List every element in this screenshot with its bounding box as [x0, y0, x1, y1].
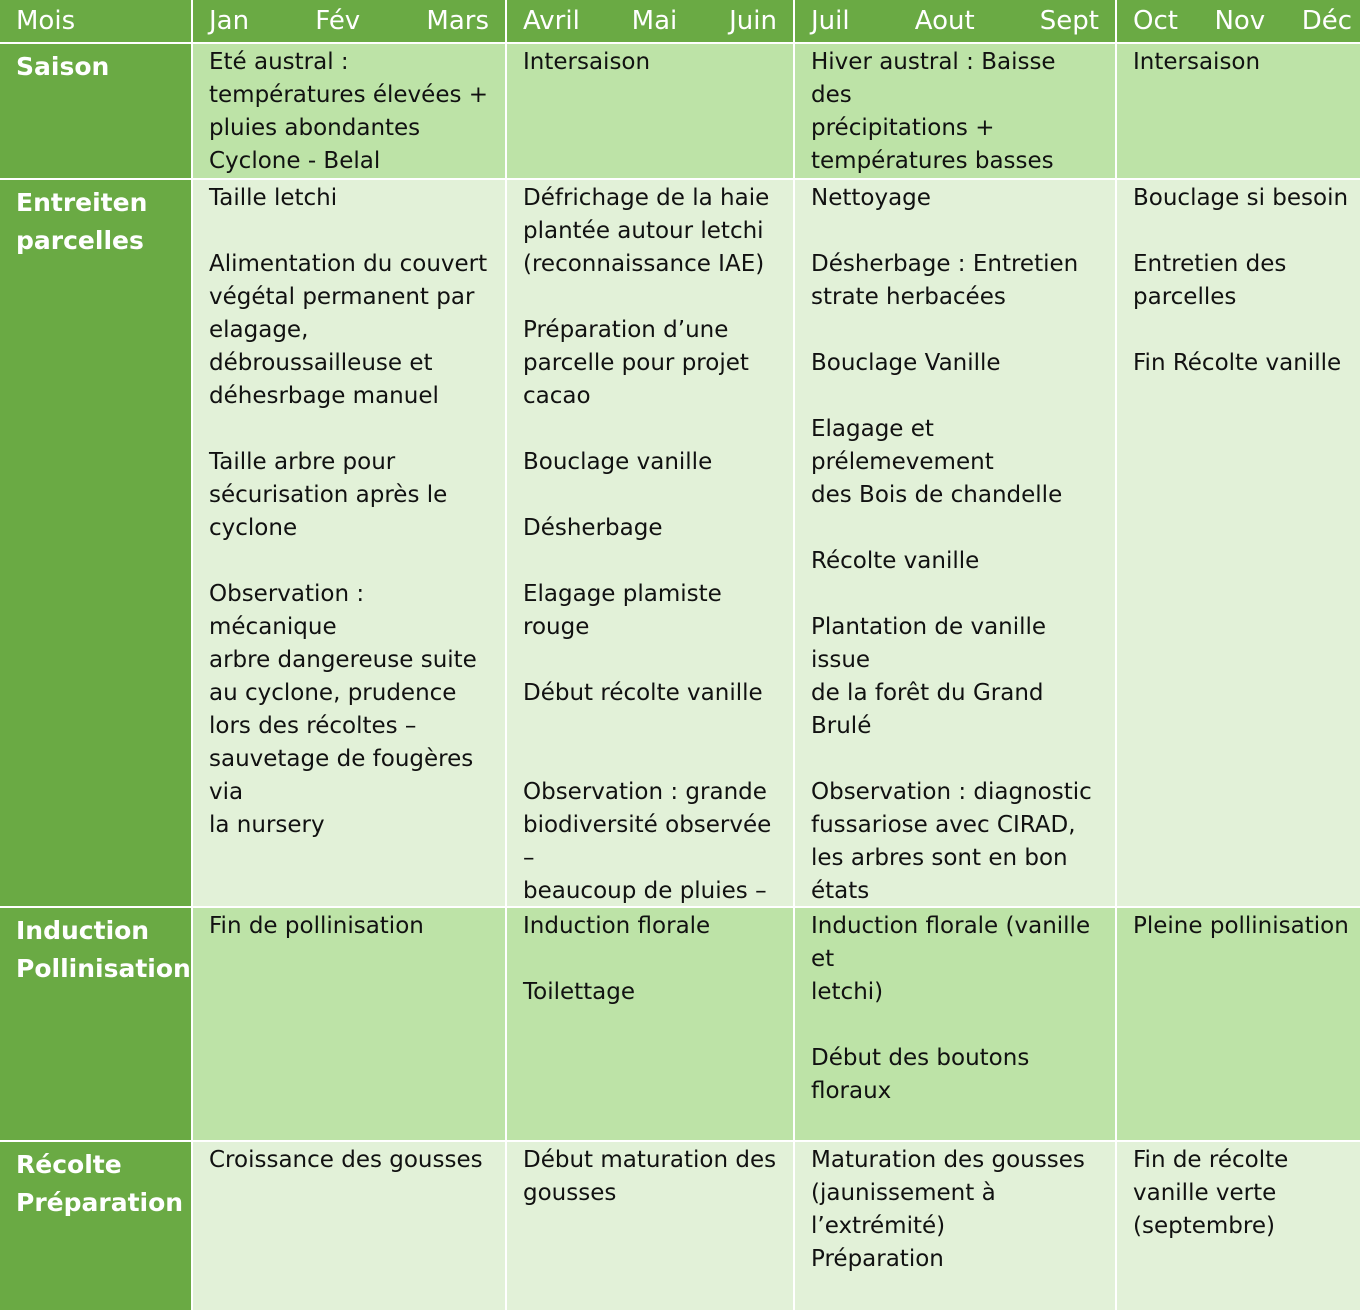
saison-q4-cell — [1117, 44, 1360, 178]
saison-q1-cell — [193, 44, 505, 178]
cell-line: Préparation — [811, 1246, 944, 1272]
month-label: Mai — [631, 6, 678, 36]
cell-line: au cyclone, prudence — [209, 680, 457, 706]
header-months-q2 — [507, 0, 793, 42]
cell-line: Début maturation des — [523, 1147, 777, 1173]
cell-line: Croissance des gousses — [209, 1147, 483, 1173]
cell-line: Observation : mécanique — [209, 581, 365, 640]
cell-line: (reconnaissance IAE) — [523, 251, 765, 277]
induction-q1-cell — [193, 908, 505, 1140]
month-label: Avril — [523, 6, 580, 36]
cell-line: Défrichage de la haie — [523, 185, 770, 211]
cell-line: Induction florale — [523, 913, 711, 939]
entretien-q3-cell — [795, 180, 1115, 906]
month-label: Juil — [811, 6, 850, 36]
cell-line: Hiver austral : Baisse des — [811, 49, 1056, 108]
cell-line: débroussailleuse et — [209, 350, 433, 376]
cell-line: Récolte vanille — [811, 548, 980, 574]
cell-line: lors des récoltes – — [209, 713, 417, 739]
cell-line: gousses — [523, 1180, 617, 1206]
cell-line: Bouclage si besoin — [1133, 185, 1349, 211]
cell-line: des Bois de chandelle — [811, 482, 1063, 508]
cell-line: Intersaison — [523, 49, 651, 75]
cell-line: Elagage plamiste rouge — [523, 581, 722, 640]
cell-line: Bouclage Vanille — [811, 350, 1001, 376]
cell-line: (jaunissement à — [811, 1180, 996, 1206]
recolte-q2-cell — [507, 1142, 793, 1310]
row-label-saison — [0, 44, 191, 178]
cell-line: parcelles — [1133, 284, 1237, 310]
cell-line: les arbres sont en bon — [811, 845, 1068, 871]
cell-line: elagage, — [209, 317, 309, 343]
cell-line: Bouclage vanille — [523, 449, 713, 475]
cell-line: sécurisation après le — [209, 482, 448, 508]
cell-line: strate herbacées — [811, 284, 1006, 310]
cell-line: sauvetage de fougères via — [209, 746, 474, 805]
cell-line: Désherbage : Entretien — [811, 251, 1079, 277]
cell-line: Fin de pollinisation — [209, 913, 424, 939]
cell-line: Début récolte vanille — [523, 680, 763, 706]
month-label: Sept — [1039, 6, 1099, 36]
month-label: Oct — [1133, 6, 1178, 36]
cell-line: l’extrémité) — [811, 1213, 946, 1239]
recolte-q1-cell — [193, 1142, 505, 1310]
cell-line: Préparation d’une — [523, 317, 729, 343]
row-label-line: Entreiten — [16, 188, 148, 217]
induction-q4-cell — [1117, 908, 1360, 1140]
cell-line: Entretien des — [1133, 251, 1287, 277]
cell-line: Observation : grande — [523, 779, 767, 805]
row-label-line: Induction — [16, 916, 150, 945]
row-label-induction — [0, 908, 191, 1140]
cell-line: Toilettage — [523, 979, 636, 1005]
month-label: Fév — [315, 6, 361, 36]
cell-line: états — [811, 878, 870, 904]
saison-q2-cell — [507, 44, 793, 178]
recolte-q4-cell — [1117, 1142, 1360, 1310]
induction-q2-cell — [507, 908, 793, 1140]
month-label: Mars — [426, 6, 489, 36]
cell-line: précipitations + — [811, 115, 995, 141]
cell-line: arbre dangereuse suite — [209, 647, 477, 673]
entretien-q4-cell — [1117, 180, 1360, 906]
cell-line: végétal permanent par — [209, 284, 475, 310]
header-mois: Mois — [0, 0, 191, 42]
cell-line: Induction florale (vanille et — [811, 913, 1091, 972]
cell-line: Plantation de vanille issue — [811, 614, 1047, 673]
cell-line: déhesrbage manuel — [209, 383, 439, 409]
month-label: Nov — [1214, 6, 1266, 36]
cell-line: Alimentation du couvert — [209, 251, 488, 277]
cell-line: Fin de récolte — [1133, 1147, 1289, 1173]
row-label-recolte — [0, 1142, 191, 1310]
entretien-q2-cell — [507, 180, 793, 906]
month-label: Aout — [914, 6, 975, 36]
cell-line: Intersaison — [1133, 49, 1261, 75]
saison-q3-cell — [795, 44, 1115, 178]
row-label-line: parcelles — [16, 226, 144, 255]
cell-line: Cyclone - Belal — [209, 148, 381, 174]
header-months-q3 — [795, 0, 1115, 42]
cell-line: Début des boutons floraux — [811, 1045, 1030, 1104]
cell-line: vanille verte — [1133, 1180, 1277, 1206]
entretien-q1-cell — [193, 180, 505, 906]
cell-line: plantée autour letchi — [523, 218, 764, 244]
recolte-q3-cell — [795, 1142, 1115, 1310]
cell-line: Fin Récolte vanille — [1133, 350, 1342, 376]
cell-line: letchi) — [811, 979, 884, 1005]
cell-line: cyclone — [209, 515, 298, 541]
cell-line: températures basses — [811, 148, 1054, 174]
cell-line: Maturation des gousses — [811, 1147, 1085, 1173]
month-label: Juin — [729, 6, 777, 36]
month-label: Déc — [1301, 6, 1352, 36]
cell-line: de la forêt du Grand Brulé — [811, 680, 1044, 739]
cell-line: Pleine pollinisation — [1133, 913, 1349, 939]
row-label-line: Pollinisation — [16, 954, 191, 983]
cell-line: parcelle pour projet — [523, 350, 749, 376]
cell-line: cacao — [523, 383, 591, 409]
row-label-line: Préparation — [16, 1188, 184, 1217]
cell-line: (septembre) — [1133, 1213, 1275, 1239]
cell-line: Nettoyage — [811, 185, 931, 211]
cell-line: pluies abondantes — [209, 115, 421, 141]
month-label: Jan — [209, 6, 250, 36]
cell-line: Taille letchi — [209, 185, 338, 211]
cell-line: biodiversité observée – — [523, 812, 772, 871]
header-months-q1 — [193, 0, 505, 42]
cell-line: Observation : diagnostic — [811, 779, 1092, 805]
row-label-line: Saison — [16, 52, 110, 81]
induction-q3-cell — [795, 908, 1115, 1140]
cell-line: beaucoup de pluies – — [523, 878, 767, 904]
cell-line: fussariose avec CIRAD, — [811, 812, 1076, 838]
cell-line: Taille arbre pour — [209, 449, 396, 475]
cell-line: Eté austral : — [209, 49, 349, 75]
cell-line: la nursery — [209, 812, 325, 838]
cell-line: températures élevées + — [209, 82, 489, 108]
cell-line: Elagage et prélemevement — [811, 416, 994, 475]
header-months-q4 — [1117, 0, 1360, 42]
cell-line: Désherbage — [523, 515, 663, 541]
row-label-line: Récolte — [16, 1150, 122, 1179]
row-label-entretien — [0, 180, 191, 906]
